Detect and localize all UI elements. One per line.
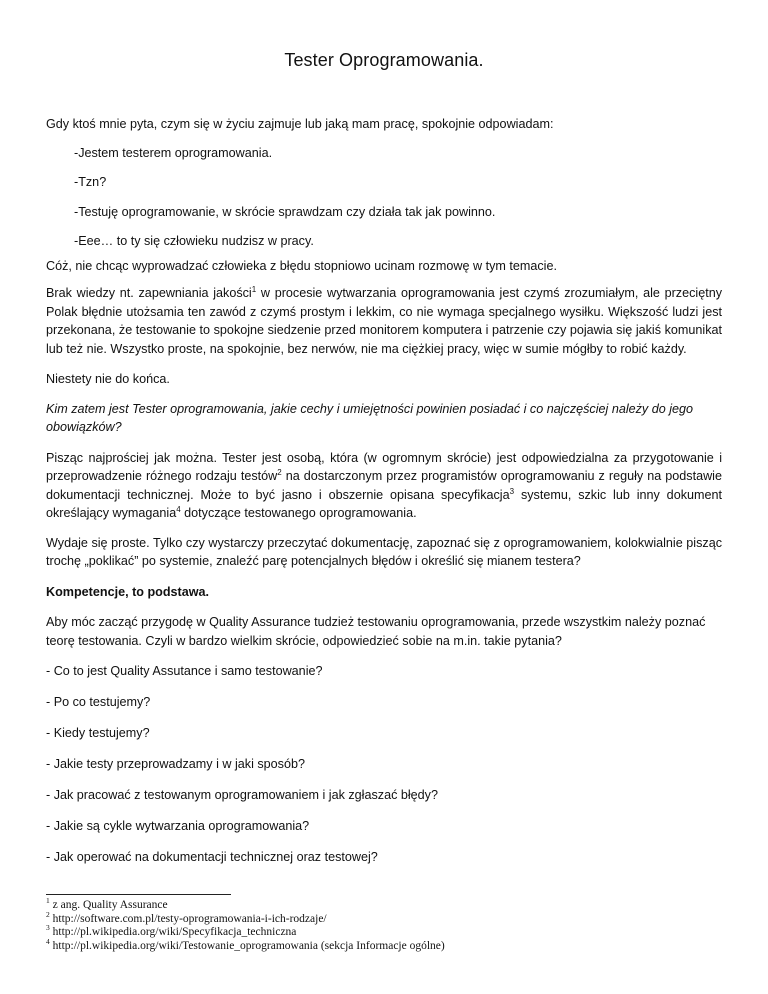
footnote-text: z ang. Quality Assurance (49, 899, 168, 911)
list-item: - Jak operować na dokumentacji technicznej oraz testowej? (46, 850, 378, 864)
list-item: - Jakie są cykle wytwarzania oprogramowania? (46, 819, 310, 833)
footnote-number: 1 (46, 896, 50, 906)
footnote (46, 923, 722, 940)
question-paragraph: Kim zatem jest Tester oprogramowania, jakie cechy i umiejętności powinien posiadać i co najczęściej należy do jego obowiązków? (46, 401, 694, 434)
footnote (46, 909, 722, 927)
paragraph-1: Cóż, nie chcąc wyprowadzać człowieka z błędu stopniowo ucinam rozmowę w tym temacie. (46, 258, 557, 273)
dialog-line: -Testuję oprogramowanie, w skrócie sprawdzam czy działa tak jak powinno. (74, 204, 496, 219)
footnote-ref-4: 4 (176, 504, 181, 514)
footnote-number: 3 (46, 923, 50, 933)
footnote-number: 2 (46, 909, 50, 919)
paragraph-5-text-c: systemu, szkic lub inny dokument określający wymagania (46, 487, 722, 520)
list-item: - Jak pracować z testowanym oprogramowaniem i jak zgłaszać błędy? (46, 788, 438, 802)
paragraph-2-text-a: Brak wiedzy nt. zapewniania jakości (46, 286, 252, 300)
footnote (46, 896, 722, 913)
paragraph-5-text-d: dotyczące testowanego oprogramowania. (180, 506, 417, 520)
document-title: Tester Oprogramowania. (284, 50, 484, 70)
dialog-line: -Tzn? (74, 175, 107, 189)
dialog-line: -Jestem testerem oprogramowania. (74, 145, 273, 160)
paragraph-5-text-a: Pisząc najprościej jak można. Tester jest osobą, która (w ogromnym skrócie) jest odpowiedzialna za przygotowanie i przeprowadzenie różnego rodzaju testów (46, 450, 722, 483)
list-item: - Jakie testy przeprowadzamy i w jaki sposób? (46, 757, 305, 771)
footnote-ref-3: 3 (509, 486, 515, 496)
footnote-link[interactable]: http://pl.wikipedia.org/wiki/Specyfikacja_techniczna (49, 926, 297, 938)
paragraph-6: Wydaje się proste. Tylko czy wystarczy przeczytać dokumentację, zapoznać się z oprogramowaniem, kolokwialnie pisząc trochę „poklikać” po systemie, znaleźć parę potencjalnych błędów i określić się mianem testera? (46, 535, 722, 568)
list-item: - Kiedy testujemy? (46, 726, 150, 740)
dialog-line: -Eee… to ty się człowieku nudzisz w pracy. (74, 234, 314, 248)
paragraph-5-text-b: na dostarczonym przez programistów oprogramowaniu z reguły na podstawie dokumentacji technicznej. Może to być jasno i obszernie opisana specyfikacja (46, 469, 722, 502)
footnote-link[interactable]: http://software.com.pl/testy-oprogramowania-i-ich-rodzaje/ (49, 912, 327, 925)
paragraph-7: Aby móc zacząć przygodę w Quality Assurance tudzież testowaniu oprogramowania, przede wszystkim należy poznać teorę testowania. Czyli w bardzo wielkim skrócie, odpowiedzieć sobie na m.in. takie pytania? (46, 615, 706, 648)
dialog-block (46, 144, 722, 251)
footnote-ref-2: 2 (277, 467, 282, 477)
paragraph-2-text-b: w procesie wytwarzania oprogramowania jest czymś zrozumiałym, ale przeciętny Polak błędnie utożsamia ten zawód z czymś prostym i lekkim, co nie wymaga specjalnego wysiłku. Większość ludzi jest przekonana, że testowanie to spokojne siedzenie przed monitorem komputera i patrzenie czy pojawia się jakiś komunikat lub też nie. Wszystko proste, na spokojnie, bez nerwów, nie ma ciężkiej pracy, więc w sumie mógłby to robić każdy. (46, 286, 722, 356)
list-item: - Co to jest Quality Assutance i samo testowanie? (46, 664, 323, 678)
footnote-number: 4 (46, 936, 50, 946)
footnote (46, 936, 722, 954)
footnote-separator (46, 894, 231, 895)
section-heading: Kompetencje, to podstawa. (46, 584, 210, 599)
paragraph-2 (46, 284, 722, 358)
intro-paragraph: Gdy ktoś mnie pyta, czym się w życiu zajmuje lub jaką mam pracę, spokojnie odpowiadam: (46, 117, 554, 131)
footnote-link[interactable]: http://pl.wikipedia.org/wiki/Testowanie_oprogramowania (sekcja Informacje ogólne) (49, 939, 445, 952)
footnote-ref-1: 1 (251, 284, 257, 294)
list-item: - Po co testujemy? (46, 695, 151, 709)
footnotes (46, 894, 722, 953)
paragraph-5 (46, 449, 722, 523)
paragraph-3: Niestety nie do końca. (46, 372, 170, 386)
question-list (46, 662, 722, 867)
